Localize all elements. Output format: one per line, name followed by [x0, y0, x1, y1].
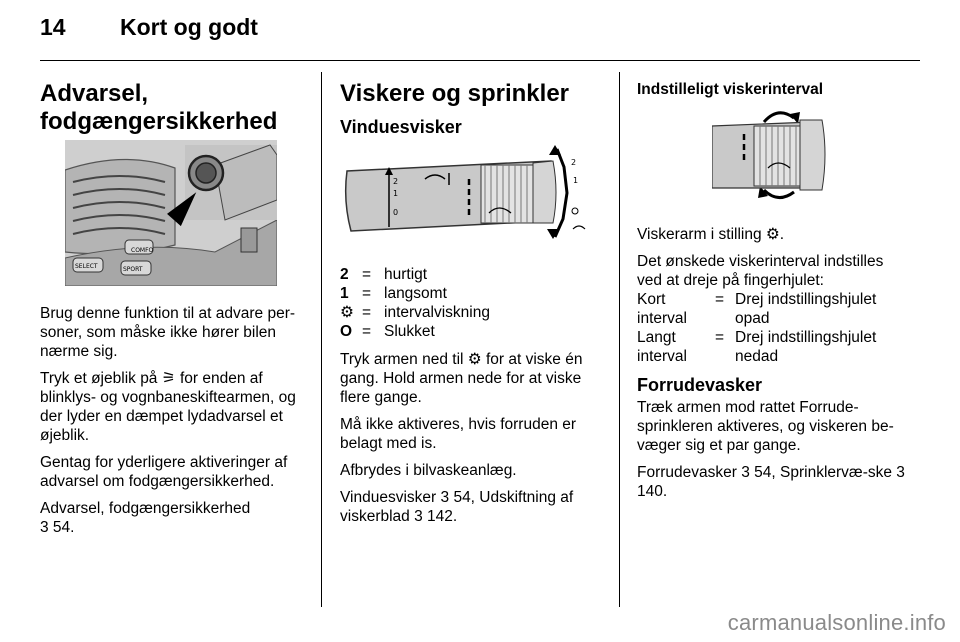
header-divider	[40, 60, 920, 61]
interval-term-short: Kort interval	[637, 291, 687, 327]
legend-key-fast: 2	[340, 266, 349, 283]
interval-term-long: Langt interval	[637, 329, 687, 365]
subheading-wipers: Vinduesvisker	[340, 117, 462, 137]
pedestrian-para-2: Tryk et øjeblik på ⚞ for enden af blinklys- og vognbaneskiftearmen, og der lyder en dæmpet lydadvarsel et øjeblik.	[40, 370, 296, 444]
svg-text:1: 1	[573, 176, 579, 185]
wiper-para-1: Tryk armen ned til ⚙ for at viske én gang. Hold armen nede for at viske flere gange.	[340, 351, 583, 406]
legend-text-fast: hurtigt	[384, 266, 428, 283]
interval-body	[637, 225, 909, 298]
sport-label: SPORT	[123, 266, 143, 273]
washer-para-2[interactable]: Forrudevasker 3 54, Sprinklervæ-ske 3 140.	[637, 464, 905, 500]
legend-text-slow: langsomt	[384, 285, 447, 302]
washer-body	[637, 398, 909, 509]
pedestrian-ref-title: Advarsel, fodgængersikkerhed	[40, 500, 251, 517]
section-heading-wipers: Viskere og sprinkler	[340, 80, 570, 107]
legend-text-interval: intervalviskning	[384, 304, 490, 321]
comfort-label: COMFO	[131, 247, 154, 254]
interval-table	[637, 290, 915, 366]
column-divider-1	[321, 72, 322, 607]
interval-wipe-icon: ⚙	[340, 304, 354, 321]
stalk-pos-2: 2	[393, 177, 399, 186]
select-label: SELECT	[75, 263, 98, 270]
washer-para-1: Træk armen mod rattet Forrude-sprinkleren aktiveres, og viskeren be-væger sig et par gange.	[637, 399, 894, 454]
thumbwheel-figure	[712, 104, 830, 206]
section-heading-washer: Forrudevasker	[637, 375, 763, 395]
pedestrian-body	[40, 304, 312, 545]
wiper-para-2: Må ikke aktiveres, hvis forruden er belagt med is.	[340, 416, 577, 452]
interval-eq: =	[715, 291, 725, 308]
interval-para-1: Viskerarm i stilling ⚙.	[637, 226, 785, 243]
stalk-pos-1: 1	[393, 189, 399, 198]
interval-eq: =	[715, 329, 725, 346]
legend-eq: =	[362, 266, 372, 283]
pedestrian-para-3: Gentag for yderligere aktiveringer af advarsel om fodgængersikkerhed.	[40, 454, 288, 490]
legend-key-slow: 1	[340, 285, 349, 302]
legend-text-off: Slukket	[384, 323, 435, 340]
interval-desc-short: Drej indstillingshjulet opad	[735, 291, 877, 327]
stalk-pos-0: 0	[393, 208, 399, 217]
wiper-stalk-figure	[339, 143, 591, 239]
legend-eq: =	[362, 304, 372, 321]
wiper-para-3: Afbrydes i bilvaskeanlæg.	[340, 462, 517, 479]
interval-desc-long: Drej indstillingshjulet nedad	[735, 329, 877, 365]
pedestrian-warning-figure	[65, 140, 277, 286]
heading-line-2: fodgængersikkerhed	[40, 108, 278, 135]
heading-line-1: Advarsel,	[40, 80, 149, 107]
pedestrian-para-1: Brug denne funktion til at advare per-soner, som måske ikke hører bilen nærme sig.	[40, 305, 296, 360]
column-divider-2	[619, 72, 620, 607]
section-heading-interval: Indstilleligt viskerinterval	[637, 81, 824, 98]
legend-eq: =	[362, 285, 372, 302]
off-icon: O	[340, 323, 353, 340]
wiper-legend	[340, 265, 584, 341]
chapter-title: Kort og godt	[120, 14, 258, 40]
section-heading-pedestrian	[40, 80, 310, 136]
legend-eq: =	[362, 323, 372, 340]
wiper-para-4[interactable]: Vinduesvisker 3 54, Udskiftning af viskerblad 3 142.	[340, 489, 574, 525]
pedestrian-ref-link[interactable]: 3 54.	[40, 519, 75, 536]
svg-text:2: 2	[571, 158, 577, 167]
wiper-body	[340, 350, 612, 534]
interval-para-2: Det ønskede viskerinterval indstilles ved at dreje på fingerhjulet:	[637, 253, 884, 289]
watermark: carmanualsonline.info	[727, 610, 946, 635]
page-number: 14	[40, 14, 66, 40]
